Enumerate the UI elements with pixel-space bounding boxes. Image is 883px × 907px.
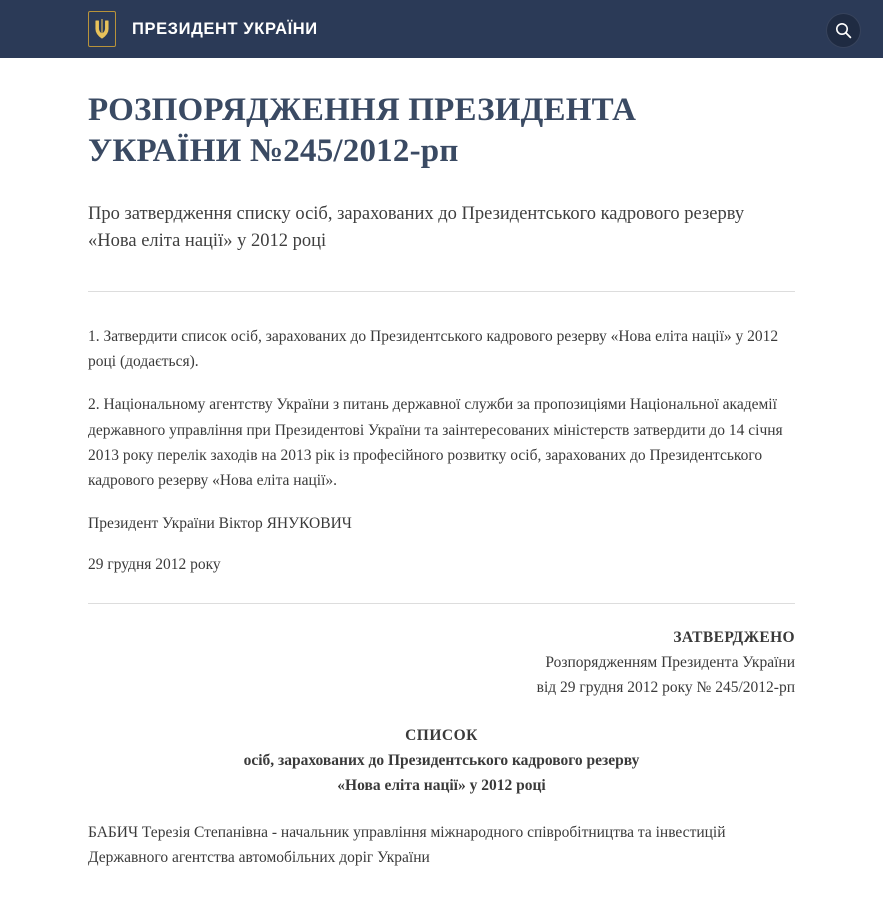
signature-line: Президент України Віктор ЯНУКОВИЧ (88, 514, 352, 532)
search-icon (835, 22, 852, 39)
divider-bottom (88, 603, 795, 604)
approval-word: ЗАТВЕРДЖЕНО (673, 629, 795, 647)
document-body (88, 324, 795, 577)
ukraine-trident-emblem-icon (88, 11, 116, 47)
header-brand[interactable] (88, 11, 318, 47)
site-header (0, 0, 883, 58)
list-heading-line-2: «Нова еліта нації» у 2012 році (337, 776, 546, 794)
divider-top (88, 291, 795, 292)
approval-line-2: від 29 грудня 2012 року № 245/2012-рп (536, 678, 795, 696)
search-button[interactable] (826, 13, 861, 48)
document-page (0, 90, 883, 870)
paragraph-2: 2. Національному агентству України з питань державної служби за пропозиціями Національної академії державного управління при Президентові України та заінтересованих міністерств затвердити до 14 січня 2013 року перелік заходів на 2013 рік із професійного розвитку осіб, зарахованих до Президентського кадрового резерву «Нова еліта нації». (88, 396, 783, 489)
approval-block (88, 626, 795, 700)
list-heading (88, 723, 795, 798)
page-title: РОЗПОРЯДЖЕННЯ ПРЕЗИДЕНТА УКРАЇНИ №245/2012-рп (88, 92, 637, 170)
approval-line-1: Розпорядженням Президента України (545, 653, 795, 671)
list-item: БАБИЧ Терезія Степанівна - начальник управління міжнародного співробітництва та інвестицій Державного агентства автомобільних доріг України (88, 823, 726, 866)
paragraph-1: 1. Затвердити список осіб, зарахованих до Президентського кадрового резерву «Нова еліта нації» у 2012 році (додається). (88, 328, 779, 371)
document-subtitle: Про затвердження списку осіб, зарахованих до Президентського кадрового резерву «Нова еліта нації» у 2012 році (88, 203, 745, 251)
document-date: 29 грудня 2012 року (88, 556, 221, 574)
list-heading-line-1: осіб, зарахованих до Президентського кадрового резерву (243, 751, 640, 769)
site-title: ПРЕЗИДЕНТ УКРАЇНИ (132, 19, 318, 38)
list-heading-word: СПИСОК (405, 726, 478, 744)
